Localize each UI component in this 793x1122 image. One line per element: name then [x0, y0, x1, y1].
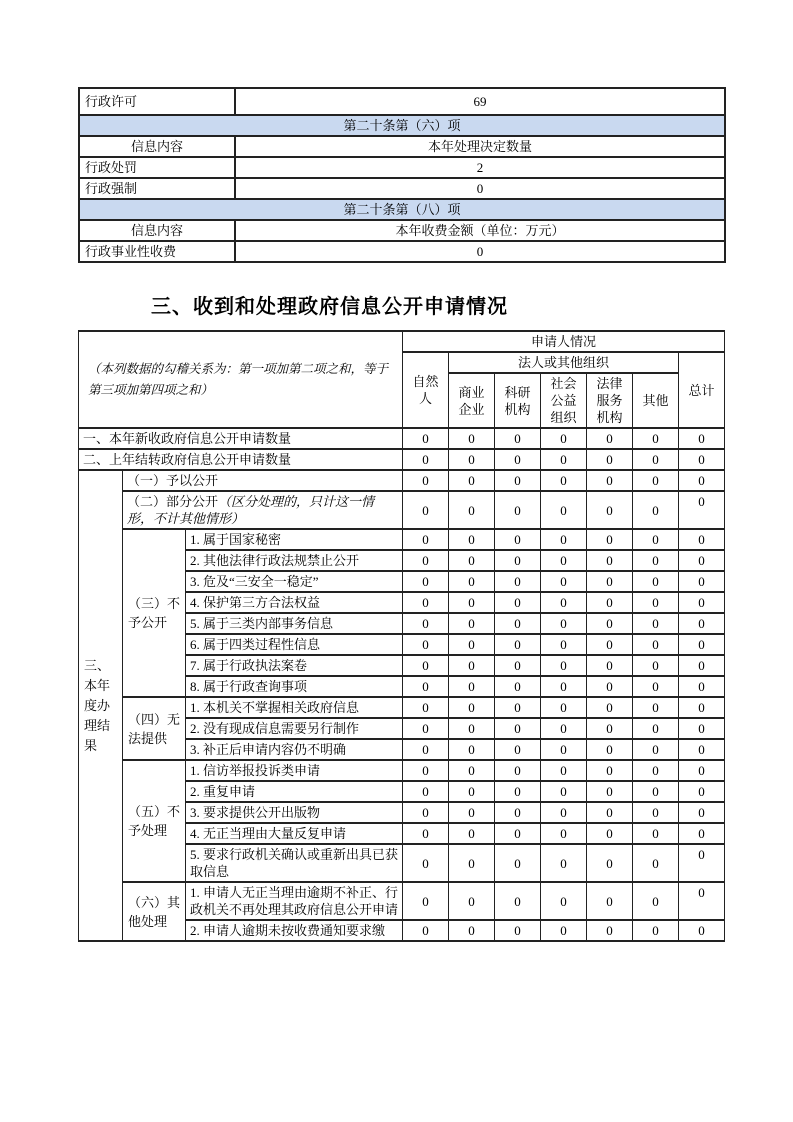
rowgroup-unable-to-provide: （四）无法提供: [123, 697, 186, 760]
value-cell: 0: [679, 920, 725, 941]
value-cell: 0: [633, 550, 679, 571]
col-header-social-welfare: 社会公益组织: [541, 373, 587, 428]
value-cell: 0: [587, 428, 633, 449]
row-label-remark: （区分处理的，只计这一情形，不计其他情形）: [127, 494, 375, 526]
value-cell: 0: [541, 655, 587, 676]
value-cell: 0: [587, 920, 633, 941]
table-row: [79, 491, 725, 529]
value-cell: 0: [679, 655, 725, 676]
value-cell: 0: [587, 844, 633, 882]
col-header-research: 科研机构: [495, 373, 541, 428]
value-cell: 0: [449, 550, 495, 571]
value-cell: 0: [541, 823, 587, 844]
value-cell: 0: [541, 697, 587, 718]
col-header-legal-entities: 法人或其他组织: [449, 352, 679, 373]
value-cell: 0: [633, 428, 679, 449]
value-cell: 0: [633, 449, 679, 470]
value-cell: 0: [541, 882, 587, 920]
value-cell: 0: [449, 920, 495, 941]
value-cell: 0: [541, 592, 587, 613]
value-cell: 0: [449, 676, 495, 697]
value-cell: 0: [587, 613, 633, 634]
value-cell: 0: [541, 449, 587, 470]
value-cell: 0: [587, 739, 633, 760]
rowgroup-annual-results: 三、本年度办理结果: [79, 470, 123, 941]
value-cell: 0: [403, 592, 449, 613]
row-label: 信息内容: [79, 136, 235, 157]
section-header: 第二十条第（六）项: [79, 115, 725, 136]
value-cell: 0: [679, 697, 725, 718]
value-cell: 0: [587, 802, 633, 823]
value-cell: 0: [449, 697, 495, 718]
value-cell: 0: [495, 655, 541, 676]
table-row: [79, 178, 725, 199]
table-row: [79, 88, 725, 115]
value-cell: 0: [449, 571, 495, 592]
row-label: 3. 危及“三安全一稳定”: [186, 571, 403, 592]
value-cell: 0: [679, 760, 725, 781]
value-cell: 0: [495, 781, 541, 802]
value-cell: 0: [403, 613, 449, 634]
value-cell: 0: [633, 655, 679, 676]
section-header-row: [79, 115, 725, 136]
value-cell: 0: [403, 550, 449, 571]
table-row: [79, 157, 725, 178]
value-cell: 0: [495, 428, 541, 449]
article20-table: [78, 87, 726, 263]
value-cell: 0: [587, 491, 633, 529]
value-cell: 0: [449, 449, 495, 470]
value-cell: 0: [587, 697, 633, 718]
value-cell: 0: [633, 739, 679, 760]
row-label: 信息内容: [79, 220, 235, 241]
row-label: 2. 申请人逾期未按收费通知要求缴: [186, 920, 403, 941]
value-cell: 0: [495, 697, 541, 718]
value-cell: 0: [403, 491, 449, 529]
header-row: [79, 331, 725, 352]
value-cell: 0: [403, 802, 449, 823]
row-label: 4. 无正当理由大量反复申请: [186, 823, 403, 844]
value-cell: 0: [495, 920, 541, 941]
value-cell: 0: [403, 844, 449, 882]
value-cell: 0: [403, 781, 449, 802]
rowgroup-not-processed: （五）不予处理: [123, 760, 186, 882]
row-label: （一）予以公开: [123, 470, 403, 491]
value-cell: 0: [541, 676, 587, 697]
value-cell: 0: [495, 718, 541, 739]
reconciliation-note: （本列数据的勾稽关系为：第一项加第二项之和，等于第三项加第四项之和）: [79, 331, 403, 428]
value-cell: 0: [541, 529, 587, 550]
value-cell: 0: [679, 781, 725, 802]
value-cell: 0: [495, 529, 541, 550]
value-cell: 0: [541, 718, 587, 739]
row-label: 行政处罚: [79, 157, 235, 178]
value-cell: 0: [679, 550, 725, 571]
value-cell: 0: [679, 718, 725, 739]
table-row: [79, 470, 725, 491]
value-cell: 0: [587, 634, 633, 655]
row-label: 2. 没有现成信息需要另行制作: [186, 718, 403, 739]
value-cell: 0: [587, 529, 633, 550]
value-cell: 0: [633, 781, 679, 802]
col-header-total: 总计: [679, 352, 725, 428]
row-label: 2. 其他法律行政法规禁止公开: [186, 550, 403, 571]
value-cell: 本年收费金额（单位：万元）: [235, 220, 725, 241]
row-label: 1. 申请人无正当理由逾期不补正、行政机关不再处理其政府信息公开申请: [186, 882, 403, 920]
value-cell: 0: [235, 178, 725, 199]
value-cell: 0: [679, 634, 725, 655]
value-cell: 0: [633, 823, 679, 844]
row-label-main: （二）部分公开: [127, 494, 219, 509]
value-cell: 0: [679, 823, 725, 844]
value-cell: 0: [541, 550, 587, 571]
value-cell: 0: [633, 844, 679, 882]
value-cell: 0: [587, 655, 633, 676]
value-cell: 0: [449, 760, 495, 781]
row-label: 二、上年结转政府信息公开申请数量: [79, 449, 403, 470]
value-cell: 0: [449, 470, 495, 491]
value-cell: 0: [633, 697, 679, 718]
value-cell: 0: [495, 802, 541, 823]
table-row: [79, 697, 725, 718]
value-cell: 0: [587, 781, 633, 802]
value-cell: 0: [679, 882, 725, 920]
value-cell: 0: [449, 592, 495, 613]
value-cell: 0: [495, 823, 541, 844]
value-cell: 0: [587, 449, 633, 470]
value-cell: 0: [235, 241, 725, 262]
row-label: 3. 要求提供公开出版物: [186, 802, 403, 823]
value-cell: 0: [679, 802, 725, 823]
value-cell: 0: [449, 844, 495, 882]
col-header-applicant: 申请人情况: [403, 331, 725, 352]
value-cell: 0: [679, 676, 725, 697]
value-cell: 0: [449, 491, 495, 529]
value-cell: 0: [679, 844, 725, 882]
value-cell: 0: [541, 781, 587, 802]
value-cell: 0: [541, 470, 587, 491]
value-cell: 0: [587, 571, 633, 592]
value-cell: 0: [495, 592, 541, 613]
section-header-row: [79, 199, 725, 220]
value-cell: 0: [403, 655, 449, 676]
row-label: 3. 补正后申请内容仍不明确: [186, 739, 403, 760]
value-cell: 0: [633, 613, 679, 634]
value-cell: 0: [633, 920, 679, 941]
value-cell: 0: [679, 592, 725, 613]
rowgroup-not-disclosed: （三）不予公开: [123, 529, 186, 697]
col-header-legal-service: 法律服务机构: [587, 373, 633, 428]
row-label: 行政强制: [79, 178, 235, 199]
value-cell: 0: [495, 613, 541, 634]
value-cell: 0: [541, 739, 587, 760]
value-cell: 0: [633, 802, 679, 823]
value-cell: 0: [403, 882, 449, 920]
value-cell: 0: [541, 844, 587, 882]
value-cell: 0: [541, 920, 587, 941]
value-cell: 0: [495, 470, 541, 491]
value-cell: 0: [541, 760, 587, 781]
value-cell: 0: [587, 760, 633, 781]
value-cell: 0: [403, 676, 449, 697]
value-cell: 0: [541, 613, 587, 634]
row-label: 2. 重复申请: [186, 781, 403, 802]
value-cell: 0: [403, 470, 449, 491]
row-label: 8. 属于行政查询事项: [186, 676, 403, 697]
value-cell: 0: [495, 882, 541, 920]
row-label: 5. 属于三类内部事务信息: [186, 613, 403, 634]
value-cell: 0: [495, 844, 541, 882]
value-cell: 0: [403, 634, 449, 655]
value-cell: 0: [495, 676, 541, 697]
value-cell: 0: [679, 491, 725, 529]
value-cell: 0: [449, 613, 495, 634]
value-cell: 0: [495, 760, 541, 781]
row-label: 4. 保护第三方合法权益: [186, 592, 403, 613]
value-cell: 0: [633, 470, 679, 491]
value-cell: 0: [679, 739, 725, 760]
value-cell: 0: [541, 428, 587, 449]
value-cell: 0: [633, 718, 679, 739]
table-row: [79, 136, 725, 157]
value-cell: 0: [403, 697, 449, 718]
value-cell: 0: [495, 550, 541, 571]
table-row: [79, 882, 725, 920]
value-cell: 0: [449, 529, 495, 550]
value-cell: 0: [403, 920, 449, 941]
value-cell: 0: [633, 676, 679, 697]
value-cell: 69: [235, 88, 725, 115]
value-cell: 0: [679, 571, 725, 592]
value-cell: 0: [403, 760, 449, 781]
value-cell: 0: [679, 613, 725, 634]
row-label: 行政许可: [79, 88, 235, 115]
value-cell: 0: [587, 823, 633, 844]
value-cell: 0: [633, 529, 679, 550]
row-label: 一、本年新收政府信息公开申请数量: [79, 428, 403, 449]
table-row: [79, 529, 725, 550]
value-cell: 0: [403, 739, 449, 760]
table-row: [79, 241, 725, 262]
value-cell: 0: [495, 491, 541, 529]
value-cell: 0: [449, 781, 495, 802]
row-label: 1. 本机关不掌握相关政府信息: [186, 697, 403, 718]
row-label: 1. 信访举报投诉类申请: [186, 760, 403, 781]
table-row: [79, 428, 725, 449]
value-cell: 0: [449, 718, 495, 739]
value-cell: 0: [679, 529, 725, 550]
value-cell: 0: [449, 634, 495, 655]
row-label: 行政事业性收费: [79, 241, 235, 262]
value-cell: 0: [495, 449, 541, 470]
value-cell: 0: [633, 592, 679, 613]
col-header-natural-person: 自然人: [403, 352, 449, 428]
row-label: [123, 491, 403, 529]
section-header: 第二十条第（八）项: [79, 199, 725, 220]
value-cell: 0: [679, 449, 725, 470]
col-header-business: 商业企业: [449, 373, 495, 428]
value-cell: 0: [633, 634, 679, 655]
value-cell: 0: [449, 739, 495, 760]
row-label: 7. 属于行政执法案卷: [186, 655, 403, 676]
value-cell: 0: [495, 634, 541, 655]
value-cell: 0: [449, 823, 495, 844]
applications-table: [78, 330, 725, 942]
row-label: 6. 属于四类过程性信息: [186, 634, 403, 655]
row-label: 5. 要求行政机关确认或重新出具已获取信息: [186, 844, 403, 882]
value-cell: 0: [495, 571, 541, 592]
value-cell: 0: [587, 550, 633, 571]
value-cell: 0: [449, 428, 495, 449]
value-cell: 0: [449, 882, 495, 920]
table-row: [79, 449, 725, 470]
value-cell: 0: [403, 428, 449, 449]
col-header-other: 其他: [633, 373, 679, 428]
value-cell: 0: [449, 802, 495, 823]
value-cell: 2: [235, 157, 725, 178]
value-cell: 0: [587, 592, 633, 613]
value-cell: 0: [403, 449, 449, 470]
value-cell: 0: [633, 571, 679, 592]
value-cell: 0: [587, 470, 633, 491]
value-cell: 0: [495, 739, 541, 760]
value-cell: 0: [633, 760, 679, 781]
row-label: 1. 属于国家秘密: [186, 529, 403, 550]
value-cell: 0: [633, 491, 679, 529]
table-row: [79, 220, 725, 241]
value-cell: 0: [679, 428, 725, 449]
value-cell: 0: [541, 491, 587, 529]
value-cell: 0: [449, 655, 495, 676]
value-cell: 0: [403, 571, 449, 592]
value-cell: 0: [541, 802, 587, 823]
value-cell: 0: [403, 718, 449, 739]
value-cell: 0: [587, 676, 633, 697]
rowgroup-other-handling: （六）其他处理: [123, 882, 186, 941]
value-cell: 0: [541, 634, 587, 655]
value-cell: 0: [633, 882, 679, 920]
value-cell: 0: [679, 470, 725, 491]
value-cell: 0: [403, 823, 449, 844]
value-cell: 0: [587, 718, 633, 739]
value-cell: 0: [541, 571, 587, 592]
value-cell: 0: [403, 529, 449, 550]
table-row: [79, 760, 725, 781]
value-cell: 本年处理决定数量: [235, 136, 725, 157]
value-cell: 0: [587, 882, 633, 920]
section-title: 三、收到和处理政府信息公开申请情况: [151, 296, 508, 318]
